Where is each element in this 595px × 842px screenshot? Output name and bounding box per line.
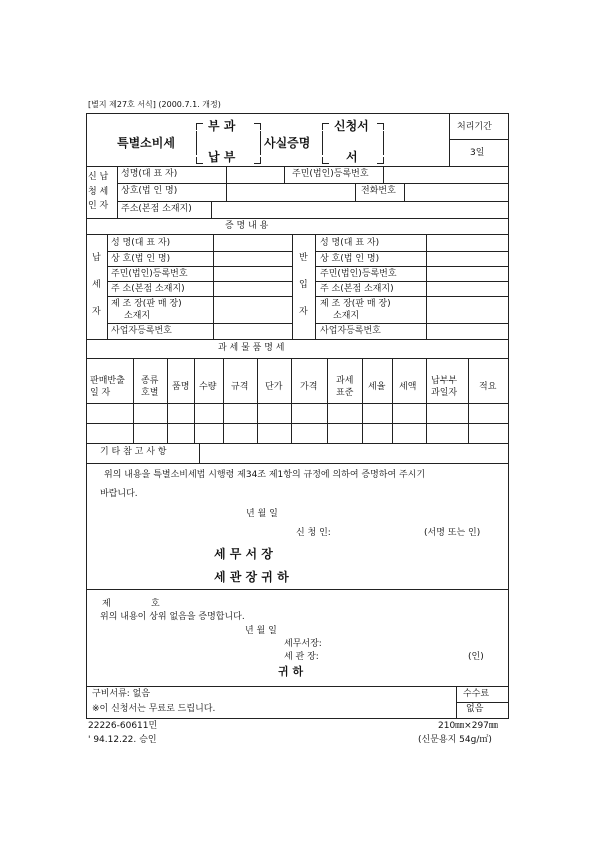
cert-tax-office-head: 세무서장: <box>284 639 322 649</box>
applicant-side-2: 청 세 <box>88 187 109 197</box>
bracket-tl <box>196 123 203 130</box>
title-left: 특별소비세 <box>117 136 175 150</box>
proof-title-line <box>86 234 509 235</box>
footer-left-line <box>86 686 87 718</box>
items-col-5 <box>257 358 258 443</box>
paper-size: 210㎜×297㎜ <box>438 721 498 731</box>
importer-trade-label: 상 호(법 인 명) <box>320 254 380 264</box>
applicant-trade-label: 상호(법 인 명) <box>121 186 178 196</box>
items-row-line <box>86 423 509 424</box>
col-pay-date-2: 과일자 <box>431 388 458 398</box>
importer-bizno-label: 사업자등록번호 <box>320 326 381 336</box>
request-line-1: 위의 내용을 특별소비세법 시행령 제34조 제1항의 규정에 의하여 증명하여 주시기 <box>104 470 426 480</box>
payer-factory-label: 제 조 장(판 매 장) <box>111 299 182 309</box>
col-pay-date-1: 납부부 <box>431 376 458 386</box>
free-notice: ※이 신청서는 무료로 드립니다. <box>92 704 216 714</box>
applicant-name-label: 성명(대 표 자) <box>121 169 178 179</box>
items-col-9 <box>392 358 393 443</box>
cert-customs-head: 세 관 장: <box>284 652 319 662</box>
proof-bottom-line <box>86 339 509 340</box>
proof-section-title: 증 명 내 용 <box>225 221 269 231</box>
cert-regards: 귀 하 <box>278 665 304 678</box>
applicant-address-label: 주소(본점 소재지) <box>121 204 192 214</box>
col-item-name: 품명 <box>172 382 190 392</box>
col-sale-date-2: 일 자 <box>90 388 111 398</box>
items-col-2 <box>167 358 168 443</box>
applicant-bottom-line <box>86 218 509 219</box>
applicant-row1-line <box>117 183 508 184</box>
fee-mid-line <box>456 702 508 703</box>
bracket2-tl <box>322 123 329 130</box>
items-col-1 <box>133 358 134 443</box>
importer-line-5 <box>315 323 508 324</box>
cert-bottom-line <box>86 686 509 687</box>
applicant-address-divider <box>211 201 212 218</box>
request-sign-label: (서명 또는 인) <box>424 528 481 538</box>
importer-line-3 <box>315 281 508 282</box>
bracket-bl <box>196 157 203 164</box>
payer-address-label: 주 소(본점 소재지) <box>111 284 185 294</box>
items-col-4 <box>223 358 224 443</box>
proof-center-divider <box>292 234 293 339</box>
bracket-tr <box>254 123 261 130</box>
importer-side-1: 반 <box>299 253 308 263</box>
col-unit-price: 단가 <box>265 382 283 392</box>
payer-line-1 <box>107 251 292 252</box>
bracket-br <box>254 157 261 164</box>
payer-line-3 <box>107 281 292 282</box>
importer-factory-location: 소재지 <box>333 311 360 321</box>
cert-number-suffix: 호 <box>151 599 160 609</box>
payer-factory-location: 소재지 <box>124 311 151 321</box>
col-kind-2: 호별 <box>141 388 159 398</box>
items-col-11 <box>468 358 469 443</box>
col-note: 적요 <box>479 382 497 392</box>
footer-bottom-line <box>86 718 509 719</box>
payer-side-2: 세 <box>92 280 101 290</box>
bracket2-bl <box>322 157 329 164</box>
approval-date: ' 94.12.22. 승인 <box>88 735 157 745</box>
applicant-phone-right <box>404 183 405 201</box>
request-applicant-label: 신 청 인: <box>296 528 331 538</box>
applicant-side-1: 신 납 <box>88 172 109 182</box>
request-bottom-line <box>86 589 509 590</box>
payer-trade-label: 상 호(법 인 명) <box>111 254 171 264</box>
col-tax-base-2: 표준 <box>336 388 354 398</box>
col-sale-date-1: 판매반출 <box>90 376 125 386</box>
form-number: [별지 제27호 서식] (2000.7.1. 개정) <box>88 100 221 109</box>
items-bottom-line <box>86 443 509 444</box>
col-tax-rate: 세율 <box>368 382 386 392</box>
frame-right-line <box>508 113 509 686</box>
applicant-side-3: 인 자 <box>88 201 109 211</box>
other-notes-bottom-line <box>86 463 509 464</box>
importer-name-label: 성 명(대 표 자) <box>320 238 380 248</box>
items-col-8 <box>362 358 363 443</box>
importer-factory-label: 제 조 장(판 매 장) <box>320 299 391 309</box>
cert-date: 년 월 일 <box>245 626 277 636</box>
bracket2-br <box>377 157 384 164</box>
importer-address-label: 주 소(본점 소재지) <box>320 284 394 294</box>
col-tax-base-1: 과세 <box>336 376 354 386</box>
title-fact-proof: 사실증명 <box>264 136 311 150</box>
payer-side-1: 납 <box>92 253 101 263</box>
applicant-id-right <box>383 166 384 183</box>
bracket-left <box>196 131 197 155</box>
processing-period-label: 처리기간 <box>457 122 492 132</box>
other-notes-divider <box>199 443 200 463</box>
payer-id-label: 주민(법인)등록번호 <box>111 269 188 279</box>
bracket2-left <box>322 131 323 155</box>
paper-spec: (신문용지 54g/㎡) <box>418 735 492 745</box>
request-line-2: 바랍니다. <box>100 489 138 499</box>
addressee-customs: 세 관 장 귀 하 <box>214 570 289 584</box>
importer-line-1 <box>315 251 508 252</box>
col-kind-1: 종류 <box>141 376 159 386</box>
items-col-7 <box>327 358 328 443</box>
payer-line-4 <box>107 296 292 297</box>
payer-bizno-label: 사업자등록번호 <box>111 326 172 336</box>
payer-name-label: 성 명(대 표 자) <box>111 238 171 248</box>
importer-line-4 <box>315 296 508 297</box>
importer-id-label: 주민(법인)등록번호 <box>320 269 397 279</box>
applicant-phone-label: 전화번호 <box>361 186 396 196</box>
fee-label: 수수료 <box>463 689 490 699</box>
items-title-line <box>86 358 509 359</box>
payer-line-5 <box>107 323 292 324</box>
form-code: 22226-60611민 <box>88 721 158 731</box>
bracket2-right <box>383 131 384 155</box>
applicant-id-left <box>284 166 285 183</box>
title-document: 서 <box>346 150 358 164</box>
importer-line-2 <box>315 266 508 267</box>
cert-number-label: 제 <box>102 599 111 609</box>
title-payment: 납 부 <box>208 150 236 164</box>
bracket-right <box>260 131 261 155</box>
payer-line-2 <box>107 266 292 267</box>
applicant-row2-line <box>117 201 508 202</box>
header-bottom-line <box>86 166 509 167</box>
fee-value: 없음 <box>466 704 484 714</box>
addressee-tax-office: 세 무 서 장 <box>214 547 273 561</box>
period-mid-line <box>449 139 508 140</box>
required-docs: 구비서류: 없음 <box>92 689 151 699</box>
title-levy: 부 과 <box>208 119 236 133</box>
items-col-3 <box>194 358 195 443</box>
importer-side-2: 입 <box>299 280 308 290</box>
frame-top-line <box>86 113 509 114</box>
items-section-title: 과 세 물 품 명 세 <box>218 343 285 353</box>
items-header-line <box>86 403 509 404</box>
col-tax-amount: 세액 <box>399 382 417 392</box>
col-quantity: 수량 <box>199 382 217 392</box>
cert-seal: (인) <box>468 652 484 662</box>
col-spec: 규격 <box>231 382 249 392</box>
applicant-side-divider <box>117 166 118 218</box>
processing-period-value: 3일 <box>470 148 485 158</box>
items-col-10 <box>426 358 427 443</box>
col-price: 가격 <box>300 382 318 392</box>
payer-side-3: 자 <box>92 307 101 317</box>
items-col-6 <box>291 358 292 443</box>
footer-right-line <box>508 686 509 718</box>
other-notes-label: 기 타 참 고 사 항 <box>100 447 167 457</box>
applicant-id-label: 주민(법인)등록번호 <box>292 169 369 179</box>
title-application: 신청서 <box>334 119 369 133</box>
frame-left-line <box>86 113 87 686</box>
importer-side-3: 자 <box>299 307 308 317</box>
applicant-phone-left <box>355 183 356 201</box>
request-date: 년 월 일 <box>246 509 278 519</box>
bracket2-tr <box>377 123 384 130</box>
cert-statement: 위의 내용이 상위 없음을 증명합니다. <box>100 612 245 622</box>
